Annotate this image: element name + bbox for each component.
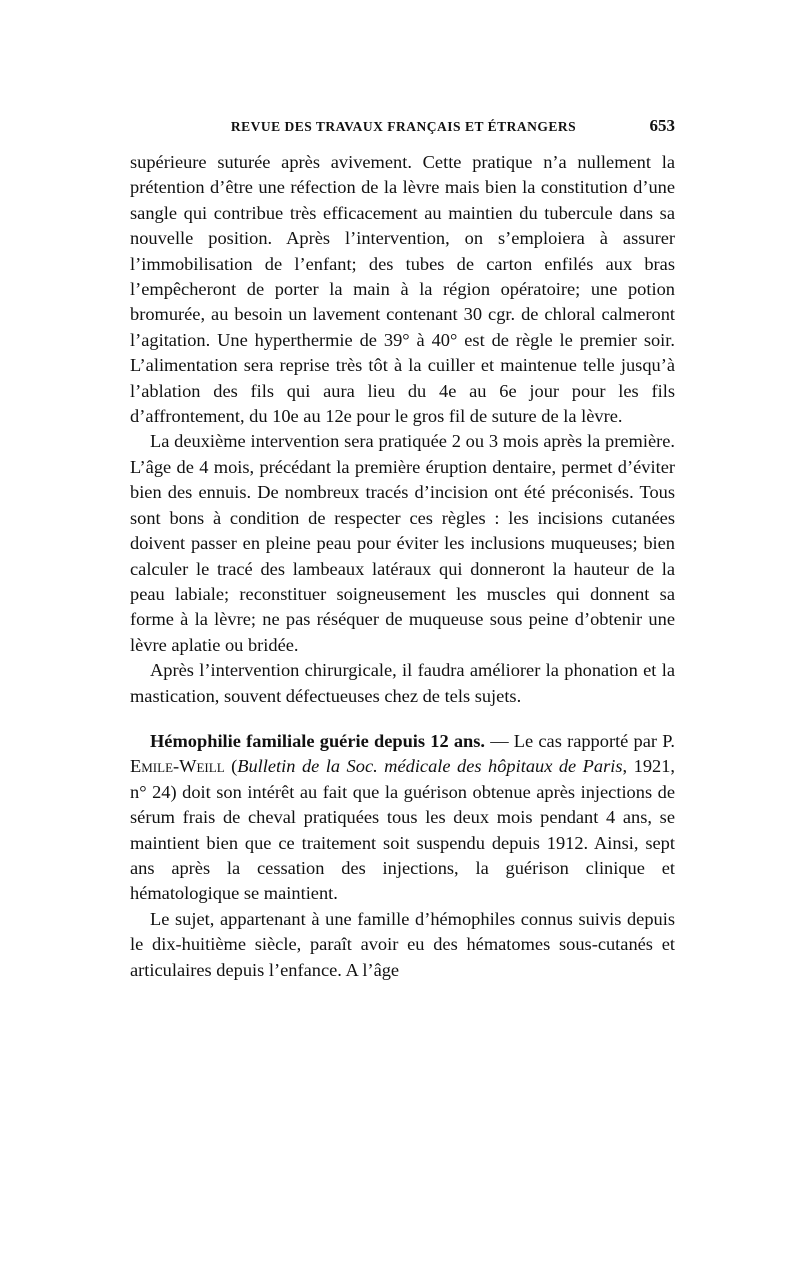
paragraph-hemophilia	[130, 729, 675, 907]
running-title: REVUE DES TRAVAUX FRANÇAIS ET ÉTRANGERS	[230, 119, 577, 134]
citation-title: Bulletin de la Soc. médicale des hôpitaux de Paris	[237, 756, 623, 777]
paragraph-subject: Le sujet, appartenant à une famille d’hémophiles connus suivis depuis le dix-huitième siècle, paraît avoir eu des hématomes sous-cutanés et articulaires depuis l’enfance. A l’âge	[130, 908, 675, 980]
running-header	[132, 116, 675, 138]
body-text	[130, 150, 675, 983]
citation-ref-text: , 1921, n° 24) doit son intérêt au fait que la guérison obtenue après injections de sérum frais de cheval pratiquées tous les deux mois pendant 4 ans, se maintient bien que ce traitement soit suspendu depuis 1912. Ainsi, sept ans après la cessation des injections, la guérison clinique et hématologique se maintient.	[130, 756, 675, 904]
page-number: 653	[649, 116, 675, 135]
author-name: Emile-Weill	[130, 756, 225, 777]
paragraph-second-intervention: La deuxième intervention sera pratiquée 2 ou 3 mois après la première. L’âge de 4 mois, précédant la première éruption dentaire, permet d’éviter bien des ennuis. De nombreux tracés d’incision ont été préconisés. Tous sont bons à condition de respecter ces règles : les incisions cutanées doivent passer en pleine peau pour éviter les inclusions muqueuses; bien calculer le tracé des lambeaux latéraux qui donneront la hauteur de la peau labiale; reconstituer soigneusement les muscles qui donnent sa forme à la lèvre; ne pas réséquer de muqueuse sous peine d’obtenir une lèvre aplatie ou bridée.	[130, 431, 675, 655]
section-intro: — Le cas rapporté par P.	[485, 730, 675, 751]
section-title: Hémophilie familiale guérie depuis 12 ans.	[150, 730, 486, 751]
paragraph-continuation: supérieure suturée après avivement. Cette pratique n’a nullement la prétention d’être une réfection de la lèvre mais bien la constitution d’une sangle qui contribue très efficacement au maintien du tubercule dans sa nouvelle position. Après l’intervention, on s’emploiera à assurer l’immobilisation de l’enfant; des tubes de carton enfilés aux bras l’empêcheront de porter la main à la région opératoire; une potion bromurée, au besoin un lavement contenant 30 cgr. de chloral calmeront l’agitation. Une hyperthermie de 39° à 40° est de règle le premier soir. L’alimentation sera reprise très tôt à la cuiller et maintenue telle jusqu’à l’ablation des fils qui aura lieu du 4e au 6e jour pour les fils d’affrontement, du 10e au 12e pour le gros fil de suture de la lèvre.	[130, 152, 675, 427]
paragraph-after-intervention: Après l’intervention chirurgicale, il faudra améliorer la phonation et la mastication, souvent défectueuses chez de tels sujets.	[130, 660, 675, 706]
open-paren: (	[224, 756, 238, 777]
